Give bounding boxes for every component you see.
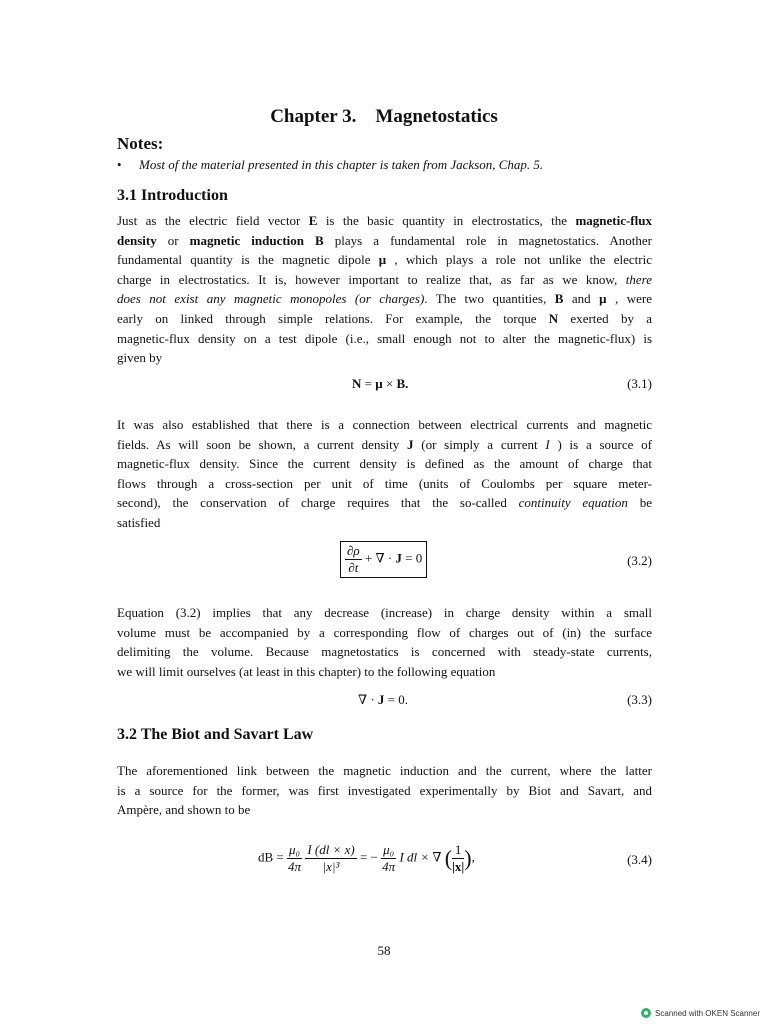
text-line: does not exist any magnetic monopoles (or charges). The two quantities, B and μ , were xyxy=(117,291,652,307)
bullet-glyph: • xyxy=(117,157,122,172)
notes-bullet-text: Most of the material presented in this chapter is taken from Jackson, Chap. 5. xyxy=(139,157,544,172)
left-paren: ( xyxy=(444,845,453,871)
equation-3-2 xyxy=(340,541,427,578)
text-line: It was also established that there is a connection between electrical currents and magnetic xyxy=(117,417,652,432)
text-line: second), the conservation of charge requires that the so-called continuity equation be xyxy=(117,495,652,511)
notes-heading: Notes: xyxy=(117,134,164,153)
section-heading-introduction: 3.1 Introduction xyxy=(117,187,228,204)
text-line: satisfied xyxy=(117,514,161,530)
scanner-logo-icon xyxy=(641,1008,651,1018)
text-line: magnetic-flux density. Since the current density is defined as the amount of charge that xyxy=(117,456,652,472)
section-heading-biot-savart: 3.2 The Biot and Savart Law xyxy=(117,726,314,743)
text-line: density or magnetic induction B plays a fundamental role in magnetostatics. Another xyxy=(117,232,652,248)
biot-savart-paragraph xyxy=(117,761,652,820)
text-line: Ampère, and shown to be xyxy=(117,802,251,818)
text-line: fundamental quantity is the magnetic dipole μ , which plays a role not unlike the electric xyxy=(117,252,652,268)
watermark-text: Scanned with OKEN Scanner xyxy=(655,1008,760,1018)
text-line: The aforementioned link between the magnetic induction and the current, where the latter xyxy=(117,763,652,778)
fraction: $\frac{I (dl \times x)}{\text{|x|³}}$ xyxy=(307,842,355,874)
equation-number-3-1: (3.1) xyxy=(627,376,652,391)
text-line: magnetic-flux density on a test dipole (i.e., small enough not to alter the magnetic-flux) is xyxy=(117,330,652,346)
text-line: given by xyxy=(117,350,163,366)
fraction: $\frac{1}{|x|}$ xyxy=(452,842,465,874)
equation-number-3-4: (3.4) xyxy=(627,852,652,867)
fraction: $\frac{\text{μ₀}}{4\pi}$ xyxy=(382,842,396,874)
page-number: 58 xyxy=(377,943,391,958)
text-line: early on linked through simple relations. For example, the torque N exerted by a xyxy=(117,310,652,326)
fraction: $\frac{\text{μ₀}}{4\pi}$ xyxy=(288,842,302,874)
right-paren: ) xyxy=(464,845,472,871)
equation-3-3: ∇ · J = 0. xyxy=(358,692,408,707)
text-line: delimiting the volume. Because magnetostatics is concerned with steady-state currents, xyxy=(117,644,652,660)
text-line: Just as the electric field vector E is the basic quantity in electrostatics, the magnetic-flux xyxy=(117,213,652,228)
fraction: $\frac{\partial\rho}{\partial t}$ xyxy=(347,543,360,575)
text-line: flows through a cross-section per unit of time (units of Coulombs per square meter- xyxy=(117,475,652,491)
boxed-equation: $\frac{\partial\rho}{\partial t}$ + ∇ · J = 0 xyxy=(340,541,427,578)
equation-3-4: dB = $\frac{\text{μ₀}}{4\pi}$ $\frac{I (dl \times x)}{\text{|x|³}}$ = − $\frac{\text{μ₀}}{4\pi}$ I dl × ∇ ( $\frac{1}{|x|}$ ), xyxy=(258,842,475,874)
equation-3-1: N = μ × B. xyxy=(352,376,409,391)
text-line: volume must be accompanied by a corresponding flow of charges out of (in) the surface xyxy=(117,624,652,640)
notes-bullet-item xyxy=(117,157,543,173)
text-line: fields. As will soon be shown, a current density J (or simply a current I ) is a source of xyxy=(117,436,653,452)
text-line: charge in electrostatics. It is, however important to realize that, as far as we know, there xyxy=(117,271,652,287)
intro-paragraph xyxy=(117,211,652,368)
current-paragraph xyxy=(117,415,652,533)
chapter-title: Chapter 3. Magnetostatics xyxy=(270,106,498,127)
equation-number-3-3: (3.3) xyxy=(627,692,652,707)
scanner-watermark xyxy=(641,1008,760,1018)
text-line: we will limit ourselves (at least in this chapter) to the following equation xyxy=(117,663,496,679)
text-line: is a source for the former, was first investigated experimentally by Biot and Savart, and xyxy=(117,782,652,798)
continuity-paragraph xyxy=(117,603,652,681)
equation-number-3-2: (3.2) xyxy=(627,553,652,568)
text-line: Equation (3.2) implies that any decrease (increase) in charge density within a small xyxy=(117,605,652,620)
